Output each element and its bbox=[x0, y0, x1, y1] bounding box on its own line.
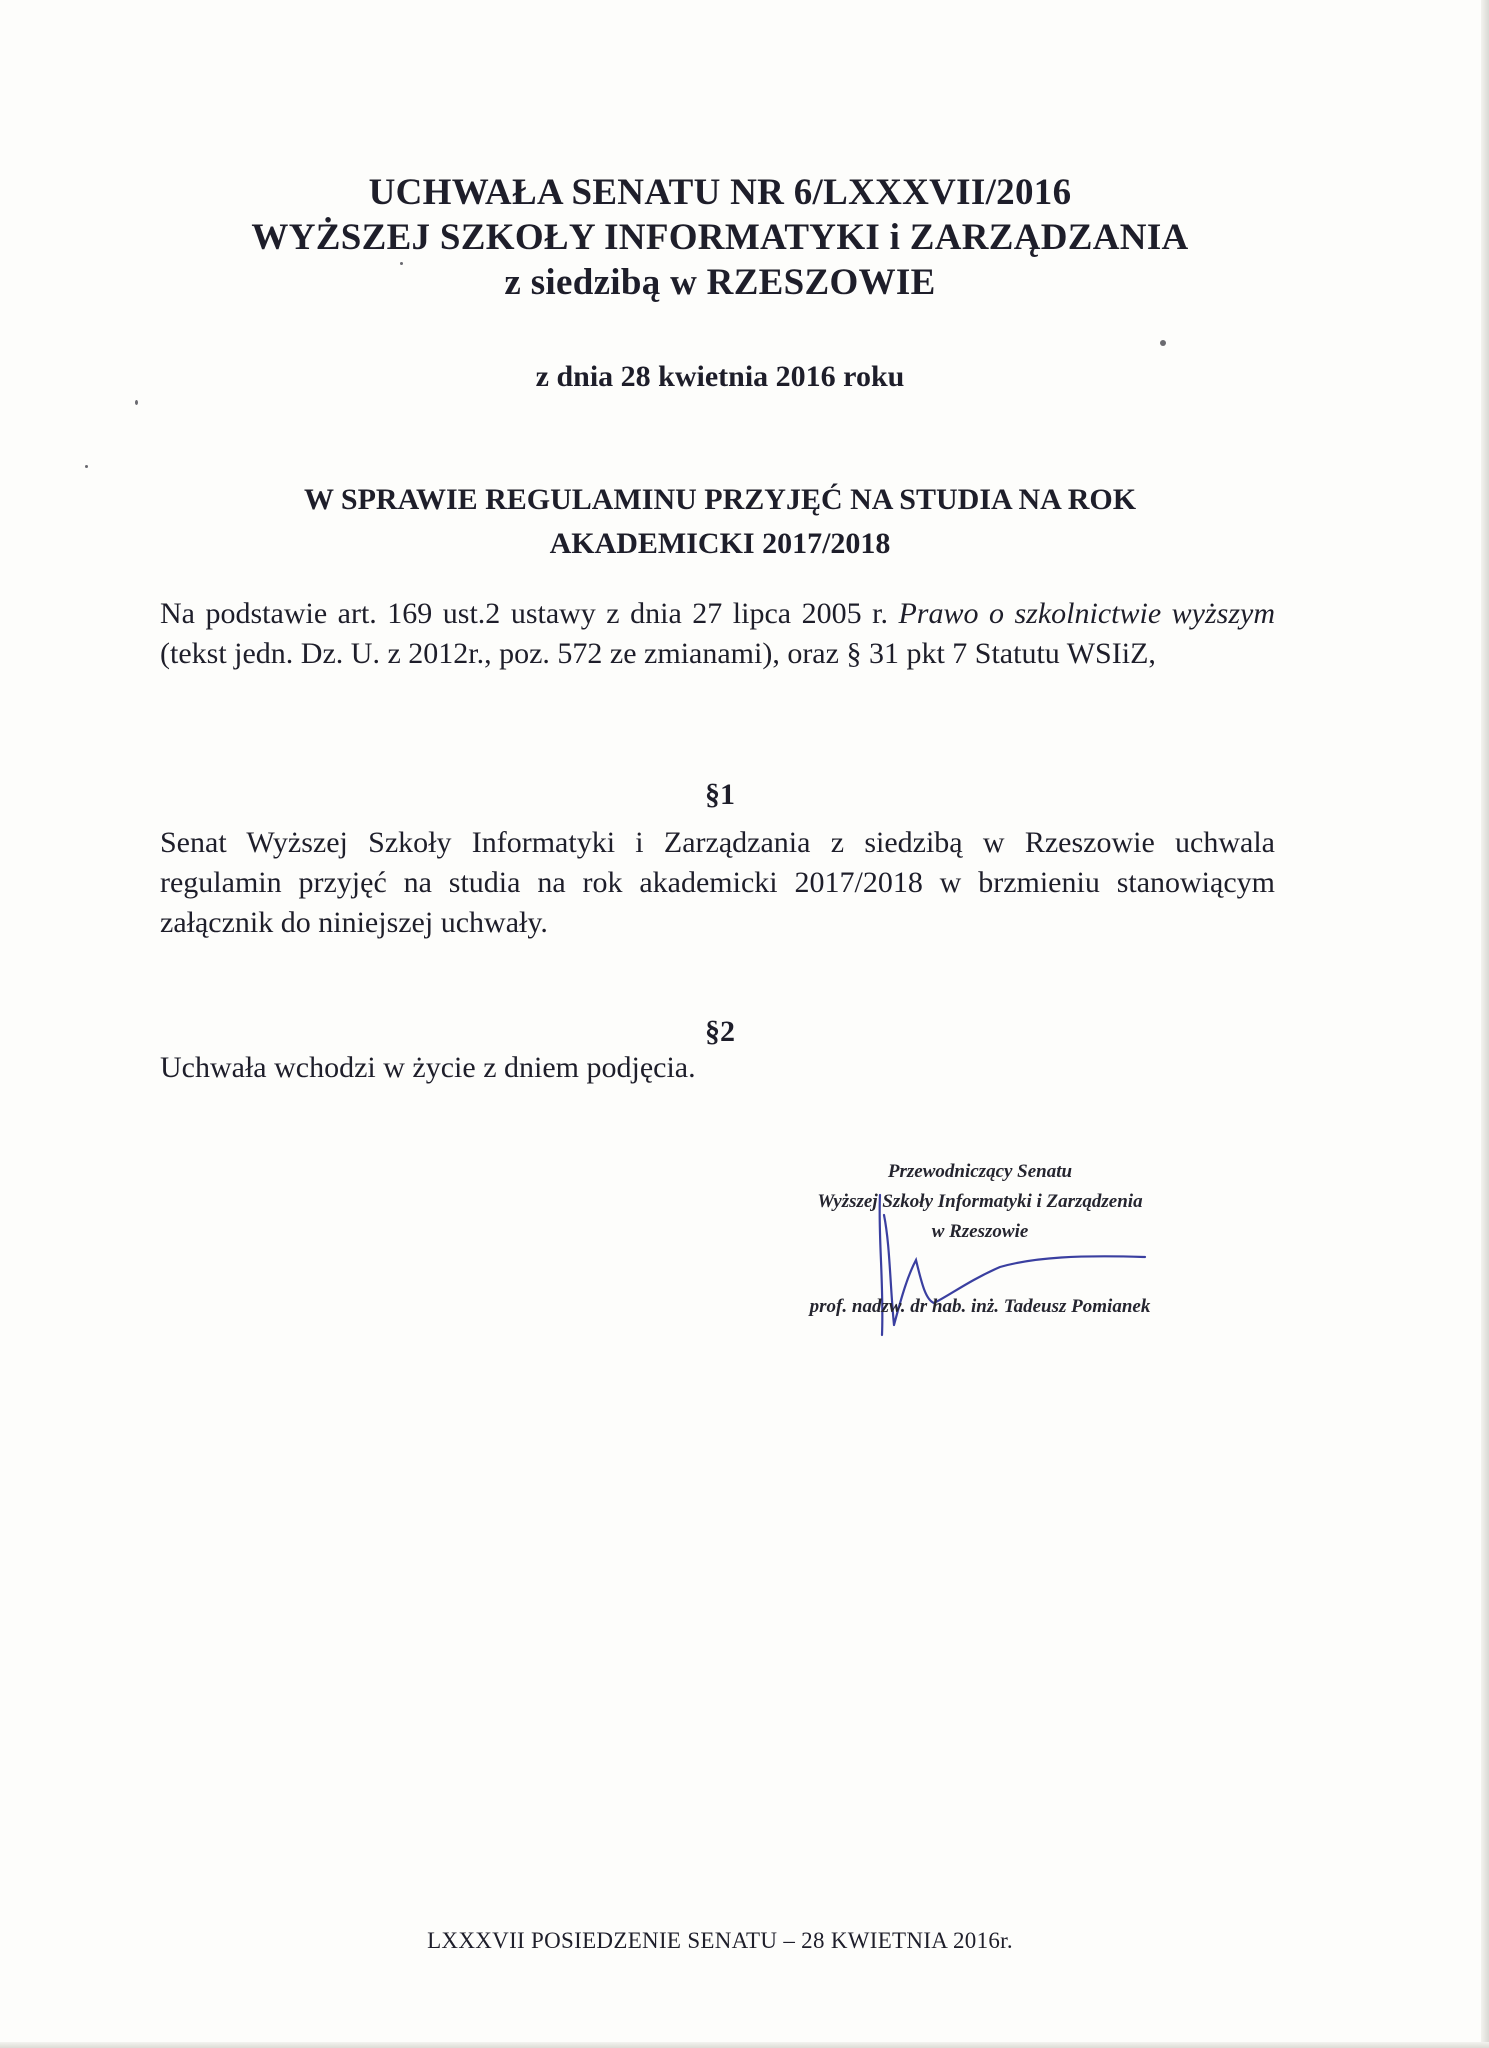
signer-name: prof. nadzw. dr hab. inż. Tadeusz Pomianek bbox=[809, 1296, 1151, 1317]
resolution-date: z dnia 28 kwietnia 2016 roku bbox=[535, 360, 905, 393]
scan-right-edge bbox=[1481, 0, 1489, 2048]
section-1-heading: §1 bbox=[705, 778, 735, 811]
paper-speck bbox=[1160, 340, 1166, 346]
legal-basis-paragraph bbox=[160, 594, 1275, 674]
legal-basis-text-end: (tekst jedn. Dz. U. z 2012r., poz. 572 ze zmianami), oraz § 31 pkt 7 Statutu WSIiZ, bbox=[160, 637, 1156, 670]
subject-line-2: AKADEMICKI 2017/2018 bbox=[549, 527, 891, 560]
section-2-text: Uchwała wchodzi w życie z dniem podjęcia. bbox=[160, 1051, 696, 1084]
legal-basis-text-start: Na podstawie art. 169 ust.2 ustawy z dnia 27 lipca 2005 r. bbox=[160, 597, 899, 630]
section-1-text: Senat Wyższej Szkoły Informatyki i Zarządzania z siedzibą w Rzeszowie uchwala regulamin przyjęć na studia na rok akademicki 2017/2018 w brzmieniu stanowiącym załącznik do niniejszej uchwały. bbox=[160, 826, 1275, 939]
paper-speck bbox=[135, 400, 138, 405]
signature-line-3: w Rzeszowie bbox=[931, 1221, 1029, 1242]
paper-speck bbox=[400, 262, 403, 265]
legal-basis-act-title: Prawo o szkolnictwie wyższym bbox=[898, 597, 1275, 630]
title-line-3: z siedzibą w RZESZOWIE bbox=[504, 262, 936, 303]
resolution-title bbox=[0, 170, 1440, 305]
subject-line-1: W SPRAWIE REGULAMINU PRZYJĘĆ NA STUDIA NA ROK bbox=[303, 483, 1137, 516]
resolution-subject bbox=[0, 478, 1440, 566]
scan-bottom-edge bbox=[0, 2042, 1489, 2048]
signature-line-2: Wyższej Szkoły Informatyki i Zarządzenia bbox=[817, 1191, 1143, 1212]
paper-speck bbox=[85, 465, 88, 468]
section-2-heading: §2 bbox=[705, 1015, 735, 1048]
page-footer: LXXXVII POSIEDZENIE SENATU – 28 KWIETNIA 2016r. bbox=[427, 1928, 1013, 1953]
title-line-2: WYŻSZEJ SZKOŁY INFORMATYKI i ZARZĄDZANIA bbox=[251, 217, 1189, 258]
title-line-1: UCHWAŁA SENATU NR 6/LXXXVII/2016 bbox=[368, 172, 1072, 213]
handwritten-signature bbox=[860, 1175, 1150, 1345]
signature-line-1: Przewodniczący Senatu bbox=[887, 1161, 1073, 1182]
